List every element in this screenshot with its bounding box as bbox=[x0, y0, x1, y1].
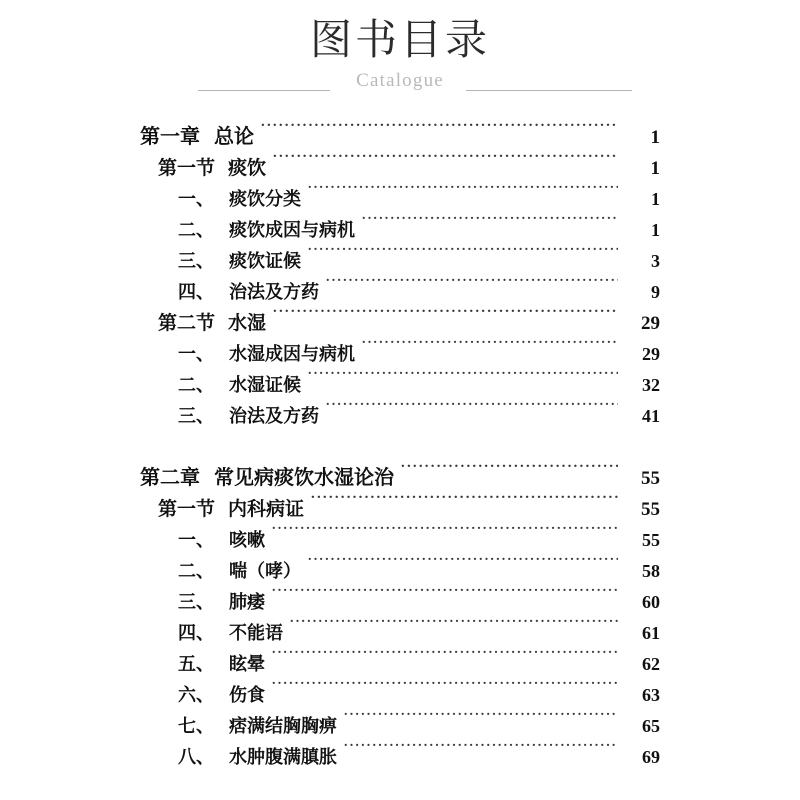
toc-page-number: 1 bbox=[651, 189, 660, 209]
toc-entry-title: 内科病证 bbox=[228, 499, 305, 520]
dot-leader bbox=[362, 205, 618, 236]
toc-entry-number: 三、 bbox=[178, 592, 214, 612]
toc-entry-label bbox=[158, 308, 273, 339]
toc-page-number: 63 bbox=[642, 685, 660, 705]
toc-entry-label bbox=[178, 649, 272, 680]
dot-leader bbox=[273, 298, 618, 329]
toc-entry-chapter[interactable] bbox=[140, 453, 660, 489]
toc-page-number: 32 bbox=[642, 375, 660, 395]
toc-entry-number: 四、 bbox=[178, 623, 214, 643]
toc-page-number: 55 bbox=[642, 530, 660, 550]
dot-leader bbox=[308, 360, 618, 391]
dot-leader bbox=[308, 174, 618, 205]
dot-leader bbox=[272, 577, 618, 608]
toc-entry-title: 肺痿 bbox=[229, 592, 265, 612]
toc-entry-label bbox=[178, 525, 272, 556]
dot-leader bbox=[272, 639, 618, 670]
toc-entry-label bbox=[178, 742, 344, 773]
toc-entry-title: 痰饮分类 bbox=[229, 189, 301, 209]
dot-leader bbox=[344, 701, 618, 732]
dot-leader bbox=[273, 143, 618, 174]
toc-entry-number: 第一章 bbox=[140, 126, 200, 148]
toc-entry-title: 水湿证候 bbox=[229, 375, 301, 395]
dot-leader bbox=[326, 267, 618, 298]
toc-page-number: 60 bbox=[642, 592, 660, 612]
toc-entry-number: 八、 bbox=[178, 747, 214, 767]
toc-page-number: 1 bbox=[650, 158, 660, 179]
toc-entry-number: 三、 bbox=[178, 251, 214, 271]
dot-leader bbox=[401, 453, 618, 484]
toc-entry-title: 常见病痰饮水湿论治 bbox=[214, 467, 394, 489]
toc-entry-number: 第二章 bbox=[140, 467, 200, 489]
dot-leader bbox=[308, 236, 618, 267]
dot-leader bbox=[311, 484, 618, 515]
toc-entry-title: 痰饮成因与病机 bbox=[229, 220, 355, 240]
toc-page-number: 41 bbox=[642, 406, 660, 426]
toc-entry-label bbox=[158, 153, 273, 184]
dot-leader bbox=[344, 732, 618, 763]
toc-entry-number: 四、 bbox=[178, 282, 214, 302]
dot-leader bbox=[362, 329, 618, 360]
toc-entry-label bbox=[178, 587, 272, 618]
toc-entry-label bbox=[140, 122, 261, 153]
toc-entry-title: 治法及方药 bbox=[229, 406, 319, 426]
toc-page-number: 61 bbox=[642, 623, 660, 643]
toc-entry-title: 痰饮 bbox=[228, 158, 267, 179]
toc-entry-number: 第二节 bbox=[158, 313, 216, 334]
toc-entry-title: 总论 bbox=[214, 126, 254, 148]
toc-entry-number: 一、 bbox=[178, 344, 214, 364]
toc-page-number: 58 bbox=[642, 561, 660, 581]
dot-leader bbox=[326, 391, 618, 422]
dot-leader bbox=[261, 112, 618, 143]
toc-page-number: 1 bbox=[650, 127, 660, 148]
toc-entry-number: 一、 bbox=[178, 189, 214, 209]
toc-entry-title: 伤食 bbox=[229, 685, 265, 705]
toc-entry-title: 喘（哮） bbox=[229, 561, 301, 581]
toc-page-number: 1 bbox=[651, 220, 660, 240]
toc-entry-number: 六、 bbox=[178, 685, 214, 705]
toc-entry-label bbox=[178, 184, 308, 215]
toc-page-number: 3 bbox=[651, 251, 660, 271]
toc-entry-title: 水湿成因与病机 bbox=[229, 344, 355, 364]
toc-entry-number: 第一节 bbox=[158, 158, 216, 179]
toc-page-number: 55 bbox=[641, 499, 660, 520]
toc-entry-number: 第一节 bbox=[158, 499, 216, 520]
toc-header bbox=[0, 18, 800, 98]
toc-entry-title: 咳嗽 bbox=[229, 530, 265, 550]
toc-entry-label bbox=[178, 246, 308, 277]
section-spacer bbox=[0, 422, 800, 453]
toc-entry-number: 一、 bbox=[178, 530, 214, 550]
dot-leader bbox=[272, 515, 618, 546]
toc-entry-number: 二、 bbox=[178, 561, 214, 581]
toc-entry-list bbox=[0, 112, 800, 767]
toc-entry-title: 不能语 bbox=[229, 623, 283, 643]
toc-entry-label bbox=[178, 711, 344, 742]
toc-entry-title: 痞满结胸胸痹 bbox=[229, 716, 337, 736]
toc-entry-label bbox=[178, 370, 308, 401]
dot-leader bbox=[308, 546, 618, 577]
toc-entry-chapter[interactable] bbox=[140, 112, 660, 148]
toc-page-number: 29 bbox=[641, 313, 660, 334]
toc-page-number: 9 bbox=[651, 282, 660, 302]
toc-entry-title: 痰饮证候 bbox=[229, 251, 301, 271]
toc-entry-title: 水湿 bbox=[228, 313, 267, 334]
page-subtitle: Catalogue bbox=[356, 70, 444, 91]
toc-entry-label bbox=[178, 680, 272, 711]
toc-entry-number: 三、 bbox=[178, 406, 214, 426]
toc-entry-number: 七、 bbox=[178, 716, 214, 736]
toc-page-number: 55 bbox=[641, 468, 660, 489]
dot-leader bbox=[272, 670, 618, 701]
page-title: 图书目录 bbox=[309, 18, 490, 64]
toc-page-number: 29 bbox=[642, 344, 660, 364]
toc-page-number: 65 bbox=[642, 716, 660, 736]
toc-entry-label bbox=[178, 401, 326, 432]
toc-entry-number: 二、 bbox=[178, 220, 214, 240]
toc-entry-number: 五、 bbox=[178, 654, 214, 674]
toc-entry-number: 二、 bbox=[178, 375, 214, 395]
toc-entry-title: 水肿腹满䐜胀 bbox=[229, 747, 337, 767]
toc-entry-title: 治法及方药 bbox=[229, 282, 319, 302]
dot-leader bbox=[290, 608, 618, 639]
toc-page-number: 69 bbox=[642, 747, 660, 767]
toc-entry-title: 眩晕 bbox=[229, 654, 265, 674]
toc-page-number: 62 bbox=[642, 654, 660, 674]
